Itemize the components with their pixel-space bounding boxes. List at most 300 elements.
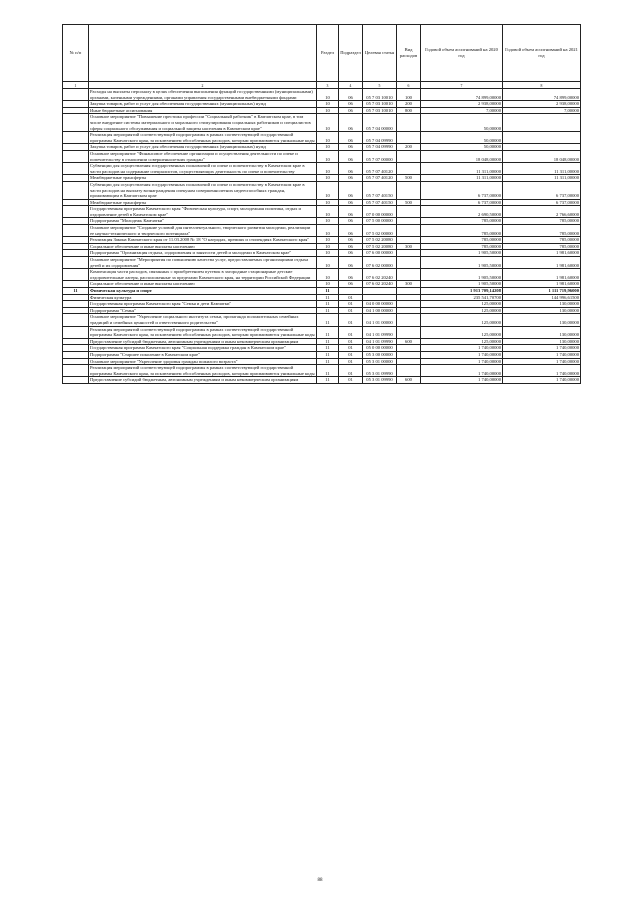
row-number [63, 175, 89, 182]
row-expense-type: 600 [397, 338, 421, 345]
row-razdel: 10 [317, 281, 339, 288]
row-name: Основное мероприятие "Укрепление социального института семьи, пропаганда положительных семейных традиций и семейных ценностей и ответственного родительства" [89, 314, 317, 326]
row-amount-2021: 6 737,00000 [503, 181, 581, 199]
table-row [63, 345, 581, 352]
row-amount-2021: 7,00000 [503, 107, 581, 114]
row-expense-type [397, 181, 421, 199]
row-target-article: 04 1 01 00000 [363, 314, 397, 326]
row-target-article: 05 7 04 09990 [363, 144, 397, 151]
row-razdel: 10 [317, 89, 339, 101]
row-amount-2021: 1 740,00000 [503, 345, 581, 352]
row-target-article: 05 7 03 10010 [363, 101, 397, 108]
row-name: Реализация мероприятий соответствующей подпрограммы в рамках соответствующей государственной программы Камчатского края, за исключением обособленных расходов, которым присваиваются уникальные коды [90, 132, 315, 143]
table-row [63, 132, 581, 144]
row-razdel: 11 [317, 345, 339, 352]
row-razdel: 10 [317, 269, 339, 281]
table-row [63, 206, 581, 218]
table-row [63, 101, 581, 108]
row-amount-2021 [503, 132, 581, 144]
row-name: Подпрограмма "Организация отдыха, оздоровления и занятости детей и молодежи в Камчатском крае" [89, 250, 317, 257]
row-amount-2021: 785,00000 [503, 237, 581, 244]
row-razdel: 10 [317, 132, 339, 144]
row-amount-2020: 785,00000 [421, 225, 503, 237]
row-amount-2021: 18 048,00000 [503, 150, 581, 162]
row-amount-2020: 50,00000 [421, 114, 503, 132]
row-podrazdel: 06 [339, 181, 363, 199]
header-podrazdel: Подраздел [339, 25, 363, 82]
row-name: Закупка товаров, работ и услуг для обеспечения государственных (муниципальных) нужд [89, 101, 317, 108]
table-row [63, 243, 581, 250]
row-name: Социальное обеспечение и иные выплаты населению [89, 243, 317, 250]
row-expense-type [397, 326, 421, 338]
row-podrazdel: 06 [339, 218, 363, 225]
row-podrazdel: 06 [339, 107, 363, 114]
row-expense-type [397, 288, 421, 295]
row-amount-2021: 1 740,00000 [503, 351, 581, 358]
column-number: 1 [63, 82, 89, 89]
header-name [89, 25, 317, 82]
row-amount-2020: 74 899,00000 [421, 89, 503, 101]
table-row [63, 89, 581, 101]
row-podrazdel: 01 [339, 345, 363, 352]
row-expense-type [397, 206, 421, 218]
row-razdel: 11 [317, 314, 339, 326]
header-num: № п/п [63, 25, 89, 82]
header-expense-type: Вид расходов [397, 25, 421, 82]
row-target-article: 07 0 00 00000 [363, 206, 397, 218]
row-target-article: 04 1 01 09990 [363, 326, 397, 338]
table-row [63, 257, 581, 269]
row-podrazdel: 06 [339, 257, 363, 269]
row-podrazdel: 06 [339, 175, 363, 182]
row-amount-2020: 2 938,00000 [421, 101, 503, 108]
row-razdel: 10 [317, 181, 339, 199]
row-razdel: 10 [317, 257, 339, 269]
row-razdel: 10 [317, 150, 339, 162]
row-name: Основное мероприятие "Повышение престижа профессии "Социальный работник" в Камчатском крае, в том числе внедрение системы материального и морального стимулирования социальных работников и специалистов сферы социального обслуживания и социальной защиты населения в Камчатском крае" [89, 114, 317, 132]
table-row [63, 351, 581, 358]
row-target-article: 05 7 04 09990 [363, 132, 397, 144]
row-name: Реализация мероприятий соответствующей подпрограммы в рамках соответствующей государственной программы Камчатского края, за исключением обособленных расходов, которым присваиваются уникальные коды [90, 365, 315, 376]
row-number [63, 294, 89, 301]
row-expense-type [397, 237, 421, 244]
row-expense-type: 500 [397, 175, 421, 182]
column-number: 8 [503, 82, 581, 89]
table-row [63, 307, 581, 314]
row-podrazdel [339, 288, 363, 295]
row-amount-2020: 125,00000 [421, 301, 503, 308]
row-target-article: 07 5 02 20080 [363, 237, 397, 244]
row-number [63, 89, 89, 101]
row-razdel: 11 [317, 326, 339, 338]
row-number [63, 307, 89, 314]
row-amount-2021: 785,00000 [503, 243, 581, 250]
row-expense-type: 500 [397, 199, 421, 206]
row-target-article: 05 0 00 00000 [363, 345, 397, 352]
row-expense-type: 300 [397, 281, 421, 288]
row-expense-type: 200 [397, 101, 421, 108]
row-razdel: 11 [317, 307, 339, 314]
row-podrazdel: 06 [339, 132, 363, 144]
row-amount-2020: 1 905,50000 [421, 281, 503, 288]
row-amount-2021: 1 981,60000 [503, 257, 581, 269]
row-amount-2021: 2 938,00000 [503, 101, 581, 108]
header-2021: Годовой объем ассигнований на 2021 год [503, 25, 581, 82]
row-podrazdel: 01 [339, 358, 363, 365]
row-razdel: 10 [317, 199, 339, 206]
table-row [63, 218, 581, 225]
row-podrazdel: 06 [339, 150, 363, 162]
row-amount-2020: 1 740,00000 [421, 351, 503, 358]
row-amount-2020: 785,00000 [421, 218, 503, 225]
row-razdel: 11 [317, 377, 339, 384]
row-number [63, 269, 89, 281]
column-number: 4 [339, 82, 363, 89]
row-amount-2020: 125,00000 [421, 338, 503, 345]
row-name: Физическая культура [89, 294, 317, 301]
row-razdel: 10 [317, 175, 339, 182]
column-number: 2 [89, 82, 317, 89]
table-row [63, 326, 581, 338]
row-name: Подпрограмма "Молодежь Камчатки" [89, 218, 317, 225]
row-target-article: 04 1 01 09990 [363, 338, 397, 345]
row-podrazdel: 01 [339, 294, 363, 301]
row-number [63, 101, 89, 108]
row-expense-type [397, 314, 421, 326]
row-number [63, 345, 89, 352]
row-target-article: 05 7 07 40150 [363, 199, 397, 206]
row-target-article: 05 3 01 09990 [363, 377, 397, 384]
row-expense-type: 200 [397, 144, 421, 151]
row-podrazdel: 01 [339, 377, 363, 384]
row-expense-type [397, 269, 421, 281]
row-expense-type: 100 [397, 89, 421, 101]
document-page [62, 24, 580, 384]
row-amount-2020: 125,00000 [421, 307, 503, 314]
row-podrazdel: 06 [339, 89, 363, 101]
row-amount-2021: 1 740,00000 [503, 358, 581, 365]
row-expense-type [397, 114, 421, 132]
row-expense-type [397, 294, 421, 301]
row-amount-2021: 1 740,00000 [503, 365, 581, 377]
table-header [63, 25, 581, 82]
row-expense-type [397, 358, 421, 365]
row-name: Основное мероприятие "Мероприятия по повышению качества услуг, предоставляемых организациями отдыха детей и их оздоровления" [89, 257, 317, 269]
row-podrazdel: 01 [339, 365, 363, 377]
row-amount-2021: 130,00000 [503, 326, 581, 338]
row-podrazdel: 01 [339, 314, 363, 326]
table-row [63, 225, 581, 237]
row-razdel: 10 [317, 206, 339, 218]
table-row [63, 250, 581, 257]
column-numbers-row [63, 82, 581, 89]
table-row [63, 365, 581, 377]
row-expense-type [397, 250, 421, 257]
column-number: 5 [363, 82, 397, 89]
row-name: Реализация Закона Камчатского края от 11.03.2008 № 18 "О наградах, премиях и стипендиях Камчатского края" [89, 237, 317, 244]
row-amount-2021 [503, 114, 581, 132]
row-name: Государственная программа Камчатского края "Социальная поддержка граждан в Камчатском крае" [89, 345, 317, 352]
row-name: Основное мероприятие "Создание условий для интеллектуального, творческого развития молодежи, реализации ее научно-технического и творческого потенциала" [89, 225, 317, 237]
row-amount-2020: 1 740,00000 [421, 377, 503, 384]
row-amount-2020: 11 311,00000 [421, 163, 503, 175]
row-expense-type [397, 307, 421, 314]
row-amount-2020: 1 740,00000 [421, 345, 503, 352]
table-row [63, 237, 581, 244]
header-2020: Годовой объем ассигнований на 2020 год [421, 25, 503, 82]
row-podrazdel: 06 [339, 101, 363, 108]
row-amount-2020: 1 905,50000 [421, 269, 503, 281]
row-amount-2021: 11 311,00000 [503, 175, 581, 182]
row-name: Субвенции для осуществления государственных полномочий по опеке и попечительству в Камчатском крае в части расходов на содержание специалистов, осуществляющих деятельность по опеке и попечительству [89, 163, 317, 175]
row-name: Расходы на выплаты персоналу в целях обеспечения выполнения функций государственными (муниципальными) органами, казенными учреждениями, органами управления государственными внебюджетными фондами [89, 89, 317, 101]
row-expense-type [397, 218, 421, 225]
row-number [63, 237, 89, 244]
row-podrazdel: 01 [339, 326, 363, 338]
row-expense-type [397, 132, 421, 144]
row-amount-2021: 74 899,00000 [503, 89, 581, 101]
row-target-article: 07 6 00 00000 [363, 250, 397, 257]
row-podrazdel: 06 [339, 144, 363, 151]
table-row [63, 314, 581, 326]
row-expense-type [397, 225, 421, 237]
row-target-article [363, 294, 397, 301]
row-amount-2021: 1 740,00000 [503, 377, 581, 384]
row-number [63, 218, 89, 225]
row-expense-type [397, 345, 421, 352]
row-name: Реализация мероприятий соответствующей подпрограммы в рамках соответствующей государственной программы Камчатского края, за исключением обособленных расходов, которым присваиваются уникальные коды [90, 326, 315, 338]
row-target-article: 05 7 07 40120 [363, 163, 397, 175]
row-podrazdel: 01 [339, 301, 363, 308]
row-name: Основное мероприятие "Укрепление здоровья граждан пожилого возраста" [89, 358, 317, 365]
row-target-article: 07 5 02 00000 [363, 225, 397, 237]
table-row [63, 269, 581, 281]
row-name: Предоставление субсидий бюджетным, автономным учреждениям и иным некоммерческим организациям [89, 377, 317, 384]
header-target-article: Целевая статья [363, 25, 397, 82]
row-razdel: 11 [317, 301, 339, 308]
row-number [63, 250, 89, 257]
row-amount-2020: 125,00000 [421, 326, 503, 338]
row-amount-2021: 130,00000 [503, 314, 581, 326]
header-razdel: Раздел [317, 25, 339, 82]
row-expense-type: 800 [397, 107, 421, 114]
row-podrazdel: 06 [339, 250, 363, 257]
row-podrazdel: 06 [339, 199, 363, 206]
page-number: 88 [317, 878, 323, 883]
row-number [63, 225, 89, 237]
table-row [63, 107, 581, 114]
row-razdel: 10 [317, 218, 339, 225]
budget-table [62, 24, 581, 384]
row-number [63, 150, 89, 162]
row-amount-2020: 1 905,50000 [421, 250, 503, 257]
row-amount-2021: 130,00000 [503, 338, 581, 345]
row-amount-2021: 1 981,60000 [503, 250, 581, 257]
row-amount-2020: 50,00000 [421, 144, 503, 151]
row-target-article: 05 3 01 09990 [363, 365, 397, 377]
table-row [63, 175, 581, 182]
row-amount-2021: 130,00000 [503, 307, 581, 314]
row-amount-2020: 2 690,50000 [421, 206, 503, 218]
row-amount-2020: 50,00000 [421, 132, 503, 144]
row-podrazdel: 06 [339, 114, 363, 132]
row-razdel: 10 [317, 144, 339, 151]
row-target-article: 07 5 00 00000 [363, 218, 397, 225]
row-podrazdel: 01 [339, 307, 363, 314]
row-number [63, 351, 89, 358]
row-number [63, 314, 89, 326]
row-amount-2021: 1 981,60000 [503, 281, 581, 288]
row-amount-2021: 6 737,00000 [503, 199, 581, 206]
row-number: 11 [63, 288, 89, 295]
row-amount-2020: 125,00000 [421, 314, 503, 326]
row-name: Подпрограмма "Старшее поколение в Камчатском крае" [89, 351, 317, 358]
row-name: Подпрограмма "Семья" [89, 307, 317, 314]
row-amount-2020: 235 541,70700 [421, 294, 503, 301]
row-target-article: 04 0 00 00000 [363, 301, 397, 308]
row-name: Компенсация части расходов, связанных с приобретением путевок в загородные стационарные детские оздоровительные лагеря, расположенные за пределами Камчатского края, на территории Российской Федерации [89, 269, 317, 281]
row-target-article: 05 7 07 00000 [363, 150, 397, 162]
row-amount-2020: 18 048,00000 [421, 150, 503, 162]
row-razdel: 11 [317, 365, 339, 377]
row-number [63, 358, 89, 365]
row-amount-2020: 785,00000 [421, 237, 503, 244]
row-amount-2021 [503, 144, 581, 151]
row-number [63, 326, 89, 338]
row-amount-2021: 785,00000 [503, 225, 581, 237]
row-razdel: 10 [317, 225, 339, 237]
row-podrazdel: 06 [339, 243, 363, 250]
row-number [63, 281, 89, 288]
row-amount-2020: 1 905,50000 [421, 257, 503, 269]
row-target-article: 05 7 03 10010 [363, 107, 397, 114]
table-row [63, 114, 581, 132]
row-podrazdel: 06 [339, 281, 363, 288]
row-razdel: 10 [317, 107, 339, 114]
row-amount-2020: 11 311,00000 [421, 175, 503, 182]
row-amount-2021: 1 111 719,96000 [503, 288, 581, 295]
row-amount-2020: 7,00000 [421, 107, 503, 114]
row-number [63, 338, 89, 345]
row-target-article: 07 6 02 20240 [363, 281, 397, 288]
table-row [63, 377, 581, 384]
row-target-article: 04 1 00 00000 [363, 307, 397, 314]
row-razdel: 11 [317, 358, 339, 365]
row-amount-2020: 1 740,00000 [421, 365, 503, 377]
row-expense-type [397, 365, 421, 377]
row-name: Межбюджетные трансферты [89, 199, 317, 206]
row-razdel: 10 [317, 163, 339, 175]
row-razdel: 11 [317, 294, 339, 301]
row-podrazdel: 06 [339, 237, 363, 244]
table-row [63, 144, 581, 151]
row-number [63, 107, 89, 114]
column-number: 6 [397, 82, 421, 89]
row-target-article: 05 3 00 00000 [363, 351, 397, 358]
row-number [63, 181, 89, 199]
row-razdel: 11 [317, 288, 339, 295]
row-target-article: 05 7 03 10010 [363, 89, 397, 101]
row-number [63, 377, 89, 384]
row-expense-type: 600 [397, 377, 421, 384]
row-number [63, 163, 89, 175]
row-target-article: 05 7 04 00000 [363, 114, 397, 132]
table-row [63, 301, 581, 308]
row-name: Государственная программа Камчатского края "Семья и дети Камчатки" [89, 301, 317, 308]
table-row [63, 281, 581, 288]
row-amount-2020: 1 740,00000 [421, 358, 503, 365]
table-row [63, 163, 581, 175]
row-amount-2020: 785,00000 [421, 243, 503, 250]
row-amount-2021: 144 996,61500 [503, 294, 581, 301]
row-target-article: 07 6 02 20240 [363, 269, 397, 281]
row-number [63, 206, 89, 218]
row-name: Закупка товаров, работ и услуг для обеспечения государственных (муниципальных) нужд [89, 144, 317, 151]
row-number [63, 243, 89, 250]
row-target-article: 05 3 01 00000 [363, 358, 397, 365]
row-razdel: 11 [317, 351, 339, 358]
row-name: Физическая культура и спорт [89, 288, 317, 295]
row-podrazdel: 01 [339, 351, 363, 358]
row-amount-2021: 2 766,60000 [503, 206, 581, 218]
row-razdel: 10 [317, 250, 339, 257]
row-name: Предоставление субсидий бюджетным, автономным учреждениям и иным некоммерческим организациям [89, 338, 317, 345]
row-name: Субвенции для осуществления государственных полномочий по опеке и попечительству в Камчатском крае в части расходов на выплату вознаграждения опекунам совершеннолетних недееспособных граждан, проживающим в Камчатском крае [89, 181, 317, 199]
table-row [63, 294, 581, 301]
row-number [63, 365, 89, 377]
column-number: 3 [317, 82, 339, 89]
row-number [63, 132, 89, 144]
row-expense-type [397, 301, 421, 308]
row-amount-2020: 6 737,00000 [421, 199, 503, 206]
row-razdel: 10 [317, 101, 339, 108]
row-target-article: 05 7 07 40150 [363, 181, 397, 199]
row-expense-type: 300 [397, 243, 421, 250]
row-razdel: 10 [317, 237, 339, 244]
row-amount-2021: 11 311,00000 [503, 163, 581, 175]
row-name: Государственная программа Камчатского края "Физическая культура, спорт, молодежная политика, отдых и оздоровление детей в Камчатском крае" [89, 206, 317, 218]
row-expense-type [397, 163, 421, 175]
row-podrazdel: 06 [339, 163, 363, 175]
row-amount-2021: 785,00000 [503, 218, 581, 225]
table-row [63, 288, 581, 295]
row-podrazdel: 06 [339, 206, 363, 218]
table-body [63, 82, 581, 384]
row-podrazdel: 06 [339, 225, 363, 237]
row-expense-type [397, 150, 421, 162]
row-razdel: 10 [317, 243, 339, 250]
row-amount-2020: 1 913 709,14208 [421, 288, 503, 295]
row-expense-type [397, 257, 421, 269]
row-number [63, 114, 89, 132]
row-name: Основное мероприятие "Финансовое обеспечение организации и осуществления деятельности по опеке и попечительству в отношении совершеннолетних граждан" [89, 150, 317, 162]
row-number [63, 301, 89, 308]
table-row [63, 181, 581, 199]
column-number: 7 [421, 82, 503, 89]
row-name: Межбюджетные трансферты [89, 175, 317, 182]
row-number [63, 257, 89, 269]
row-number [63, 144, 89, 151]
row-expense-type [397, 351, 421, 358]
row-target-article: 05 7 07 40120 [363, 175, 397, 182]
row-number [63, 199, 89, 206]
table-row [63, 150, 581, 162]
row-target-article: 07 5 02 20080 [363, 243, 397, 250]
row-target-article: 07 6 02 00000 [363, 257, 397, 269]
row-podrazdel: 06 [339, 269, 363, 281]
row-razdel: 11 [317, 338, 339, 345]
table-row [63, 338, 581, 345]
